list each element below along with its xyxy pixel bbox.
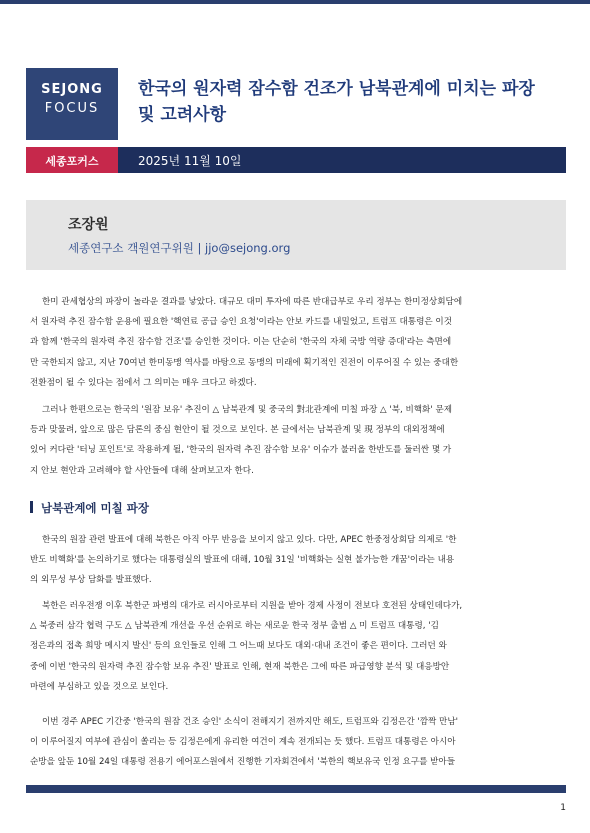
date-band bbox=[26, 147, 566, 173]
bottom-rule bbox=[26, 785, 566, 793]
logo-line-2: FOCUS bbox=[44, 101, 100, 116]
paragraph-3: 한국의 원잠 관련 발표에 대해 북한은 아직 아무 반응을 보이지 않고 있다. 다만, APEC 한중정상회담 의제로 '한 반도 비핵화'를 논의하기로 했다는 대통령실의 발표에 대해, 10월 31일 '비핵화는 실현 불가능한 개꿈'이라는 내용 의 외무성 부상 담화를 발표했다. bbox=[30, 535, 457, 586]
section-heading bbox=[30, 500, 149, 516]
paragraph-1: 한미 관세협상의 파장이 놀라운 결과를 낳았다. 대규모 대미 투자에 따른 반대급부로 우리 정부는 한미정상회담에 서 원자력 추진 잠수함 운용에 필요한 '핵연료 공급 승인 요청'이라는 안보 카드를 내밀었고, 트럼프 대통령은 이것 과 함께 '한국의 원자력 추진 잠수함 건조'를 승인한 것이다. 이는 단순히 '한국의 자체 국방 역량 증대'라는 측면에 만 국한되지 않고, 지난 70여년 한미동맹 역사를 바탕으로 동맹의 미래에 획기적인 진전이 이루어질 수 있는 중대한 전환점이 될 수 있다는 점에서 그 의미는 매우 크다고 하겠다. bbox=[30, 297, 463, 388]
series-tag-label: 세종포커스 bbox=[45, 155, 99, 168]
publish-date: 2025년 11월 10일 bbox=[138, 154, 242, 168]
page-number: 1 bbox=[560, 803, 566, 813]
paragraph-2: 그러나 한편으로는 한국의 '원잠 보유' 추진이 △ 남북관계 및 중국의 對北관계에 미칠 파장 △ '북, 비핵화' 문제 등과 맞물려, 앞으로 많은 담론의 중심 현안이 될 것으로 보인다. 본 글에서는 남북관계 및 現 정부의 대외정책에 있어 커다란 '터닝 포인트'로 작용하게 될, '한국의 원자력 추진 잠수함 보유' 이슈가 불러올 한반도를 둘러싼 몇 가 지 안보 현안과 고려해야 할 사안들에 대해 살펴보고자 한다. bbox=[30, 405, 453, 476]
sejong-focus-logo bbox=[26, 68, 118, 140]
logo-line-1: SEJONG bbox=[41, 82, 103, 97]
section-heading-bar bbox=[30, 501, 33, 513]
author-box bbox=[26, 200, 566, 270]
title-line-1: 한국의 원자력 잠수함 건조가 남북관계에 미치는 파장 bbox=[138, 79, 535, 99]
series-tag bbox=[26, 147, 118, 173]
paragraph-4: 북한은 러우전쟁 이후 북한군 파병의 대가로 러시아로부터 지원을 받아 경제 사정이 전보다 호전된 상태인데다가, △ 북중러 삼각 협력 구도 △ 남북관계 개선을 우선 순위로 하는 새로운 한국 정부 출범 △ 미 트럼프 대통령, '김 정은과의 접촉 희망 메시지 발신' 등의 요인들로 인해 그 어느때 보다도 대외·대내 조건이 좋은 편이다. 그러던 와 중에 이번 '한국의 원자력 추진 잠수함 보유 추진' 발표로 인해, 현재 북한은 그에 따른 파급영향 분석 및 대응방안 마련에 부심하고 있을 것으로 보인다. bbox=[30, 601, 463, 692]
author-affiliation: 세종연구소 객원연구위원 | jjo@sejong.org bbox=[68, 241, 291, 255]
paragraph-5: 이번 경주 APEC 기간중 '한국의 원잠 건조 승인' 소식이 전해지기 전까지만 해도, 트럼프와 김정은간 '깜짝 만남' 이 이루어질지 여부에 관심이 쏠리는 등 김정은에게 유리한 여건이 계속 전개되는 듯 했다. 트럼프 대통령은 아시아 순방을 앞둔 10월 24일 대통령 전용기 에어포스원에서 진행한 기자회견에서 '북한의 핵보유국 인정 요구를 받아들 bbox=[30, 717, 459, 768]
section-heading-text: 남북관계에 미칠 파장 bbox=[41, 501, 149, 515]
title-line-2: 및 고려사항 bbox=[138, 105, 227, 125]
author-name: 조장원 bbox=[68, 217, 109, 233]
top-rule bbox=[0, 0, 590, 4]
page-title bbox=[138, 76, 568, 128]
